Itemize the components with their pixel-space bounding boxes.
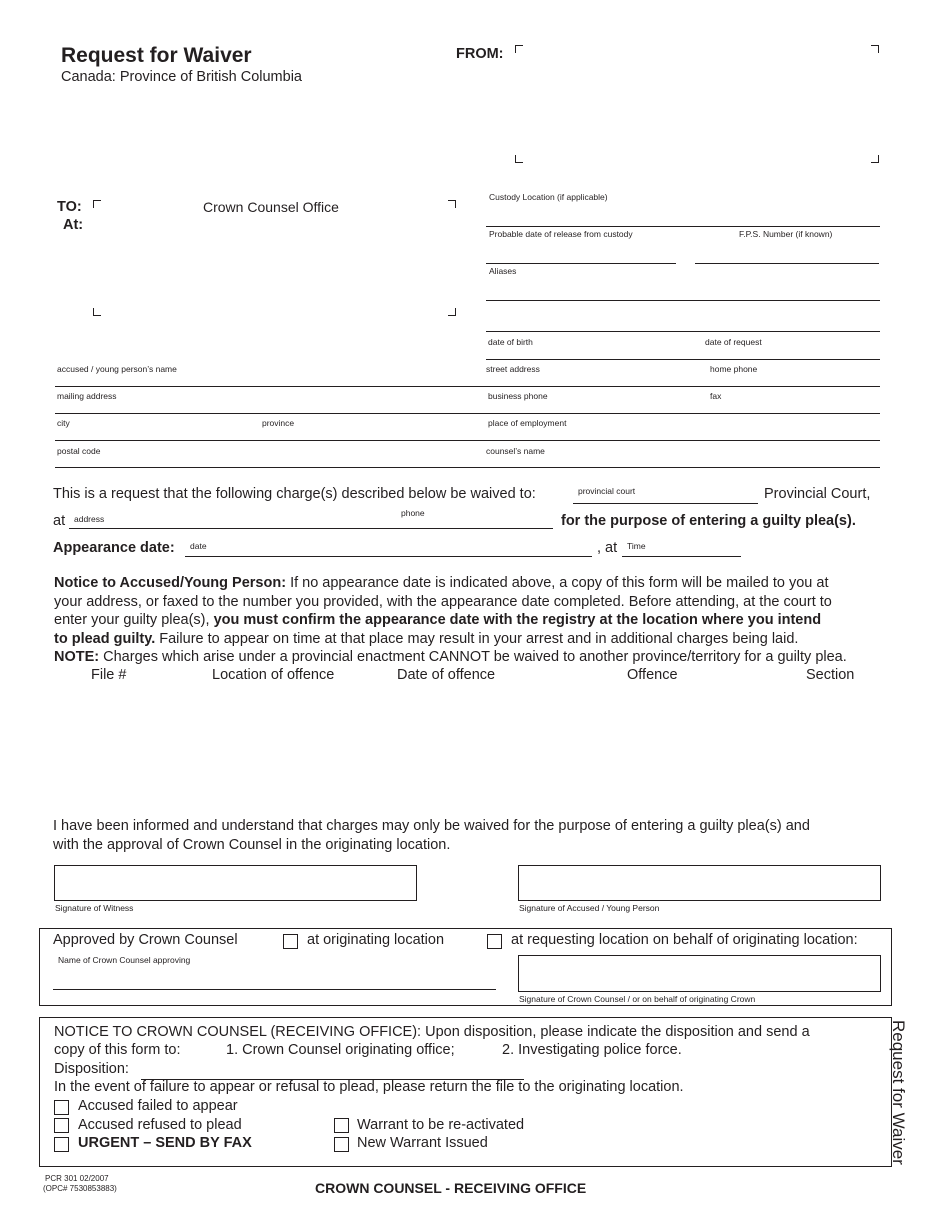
accused-signature-label: Signature of Accused / Young Person: [519, 903, 660, 913]
urgent-fax-label: URGENT – SEND BY FAX: [78, 1135, 252, 1151]
opc-number: (OPC# 7530853883): [43, 1184, 117, 1193]
time-hint: Time: [627, 541, 646, 551]
refused-to-plead-checkbox[interactable]: [54, 1118, 69, 1133]
copy-designation: CROWN COUNSEL - RECEIVING OFFICE: [315, 1180, 587, 1196]
failed-to-appear-checkbox[interactable]: [54, 1100, 69, 1115]
release-date-label: Probable date of release from custody: [489, 229, 633, 239]
fps-number-label: F.P.S. Number (if known): [739, 229, 833, 239]
crown-notice-recipient-2: 2. Investigating police force.: [502, 1042, 682, 1058]
crown-signature-box[interactable]: [518, 955, 881, 992]
at-time-text: , at: [597, 540, 618, 556]
disposition-label: Disposition:: [54, 1061, 129, 1077]
warrant-reactivated-label: Warrant to be re-activated: [357, 1117, 525, 1133]
street-address-label: street address: [486, 364, 540, 374]
col-section: Section: [806, 667, 855, 683]
appearance-date-field[interactable]: [185, 556, 592, 557]
purpose-text: for the purpose of entering a guilty plea(s).: [561, 513, 856, 529]
court-address-field[interactable]: [69, 528, 553, 529]
aliases-label: Aliases: [489, 266, 517, 276]
at-text: at: [53, 513, 66, 529]
refused-to-plead-label: Accused refused to plead: [78, 1117, 242, 1133]
counsel-name-label: counsel’s name: [486, 446, 545, 456]
new-warrant-checkbox[interactable]: [334, 1137, 349, 1152]
requesting-location-checkbox[interactable]: [487, 934, 502, 949]
crown-counsel-name-label: Name of Crown Counsel approving: [58, 955, 191, 965]
notice-to-accused: Notice to Accused/Young Person: If no appearance date is indicated above, a copy of this form will be mailed to you at your address, or faxed to the number you provided, with the appearance date completed. Before attending, at the court to enter your guilty plea(s), you must confirm the appearance date with the registry at the location where you intend to plead guilty. Failure to appear on time at that place may result in your arrest and in additional charges being laid. NOTE: Charges which arise under a provincial enactment CANNOT be waived to another province/territory for a guilty plea.: [54, 575, 847, 665]
form-title: Request for Waiver: [61, 44, 252, 67]
witness-signature-label: Signature of Witness: [55, 903, 134, 913]
province-label: province: [262, 418, 295, 428]
crown-notice-line1: NOTICE TO CROWN COUNSEL (RECEIVING OFFICE): Upon disposition, please indicate the disposition and send a: [54, 1024, 810, 1040]
requesting-location-label: at requesting location on behalf of originating location:: [511, 932, 858, 948]
from-address-field[interactable]: [515, 45, 879, 163]
accused-signature-box[interactable]: [518, 865, 881, 901]
fax-label: fax: [710, 391, 722, 401]
urgent-fax-checkbox[interactable]: [54, 1137, 69, 1152]
provincial-court-hint: provincial court: [578, 486, 636, 496]
crown-notice-copy-to: copy of this form to:: [54, 1042, 181, 1058]
postal-code-field[interactable]: [55, 467, 880, 468]
accused-name-label: accused / young person’s name: [57, 364, 177, 374]
mailing-address-label: mailing address: [57, 391, 117, 401]
provincial-court-field[interactable]: [573, 503, 758, 504]
appearance-date-label: Appearance date:: [53, 540, 175, 556]
at-label: At:: [63, 217, 84, 233]
col-offence: Offence: [627, 667, 678, 683]
name-address-field[interactable]: [55, 386, 880, 387]
release-date-field[interactable]: [486, 263, 676, 264]
col-location-of-offence: Location of offence: [212, 667, 335, 683]
home-phone-label: home phone: [710, 364, 758, 374]
crown-notice-recipient-1: 1. Crown Counsel originating office;: [226, 1042, 455, 1058]
postal-code-label: postal code: [57, 446, 101, 456]
to-label: TO:: [57, 199, 82, 215]
business-phone-label: business phone: [488, 391, 548, 401]
crown-signature-label: Signature of Crown Counsel / or on behalf of originating Crown: [519, 994, 756, 1004]
crown-notice-return-text: In the event of failure to appear or refusal to plead, please return the file to the originating location.: [54, 1079, 684, 1095]
mailing-address-field[interactable]: [55, 413, 880, 414]
side-title: Request for Waiver: [889, 1020, 908, 1165]
warrant-reactivated-checkbox[interactable]: [334, 1118, 349, 1133]
to-value: Crown Counsel Office: [203, 199, 339, 215]
failed-to-appear-label: Accused failed to appear: [78, 1098, 238, 1114]
custody-location-label: Custody Location (if applicable): [489, 192, 608, 202]
new-warrant-label: New Warrant Issued: [357, 1135, 488, 1151]
charges-entry-area[interactable]: [54, 690, 880, 810]
date-of-request-label: date of request: [705, 337, 762, 347]
col-file-number: File #: [91, 667, 127, 683]
dob-label: date of birth: [488, 337, 533, 347]
form-subtitle: Canada: Province of British Columbia: [61, 69, 302, 85]
employment-label: place of employment: [488, 418, 567, 428]
aliases-field[interactable]: [486, 300, 880, 301]
fps-number-field[interactable]: [695, 263, 879, 264]
city-field[interactable]: [55, 440, 880, 441]
phone-hint: phone: [401, 508, 425, 518]
originating-location-checkbox[interactable]: [283, 934, 298, 949]
to-address-field[interactable]: [93, 200, 456, 316]
custody-location-field[interactable]: [486, 226, 880, 227]
from-label: FROM:: [456, 46, 504, 62]
dob-field[interactable]: [486, 359, 880, 360]
col-date-of-offence: Date of offence: [397, 667, 496, 683]
request-text: This is a request that the following charge(s) described below be waived to:: [53, 486, 536, 502]
witness-signature-box[interactable]: [54, 865, 417, 901]
appearance-time-field[interactable]: [622, 556, 741, 557]
form-number: PCR 301 02/2007: [45, 1174, 109, 1183]
crown-counsel-name-field[interactable]: [53, 989, 496, 990]
originating-location-label: at originating location: [307, 932, 445, 948]
city-label: city: [57, 418, 70, 428]
approved-by-label: Approved by Crown Counsel: [53, 932, 238, 948]
acknowledgement-text: I have been informed and understand that charges may only be waived for the purpose of entering a guilty plea(s) and with the approval of Crown Counsel in the originating location.: [53, 818, 810, 853]
address-hint: address: [74, 514, 105, 524]
aliases-field-2[interactable]: [486, 331, 880, 332]
date-hint: date: [190, 541, 207, 551]
provincial-court-suffix: Provincial Court,: [764, 486, 871, 502]
